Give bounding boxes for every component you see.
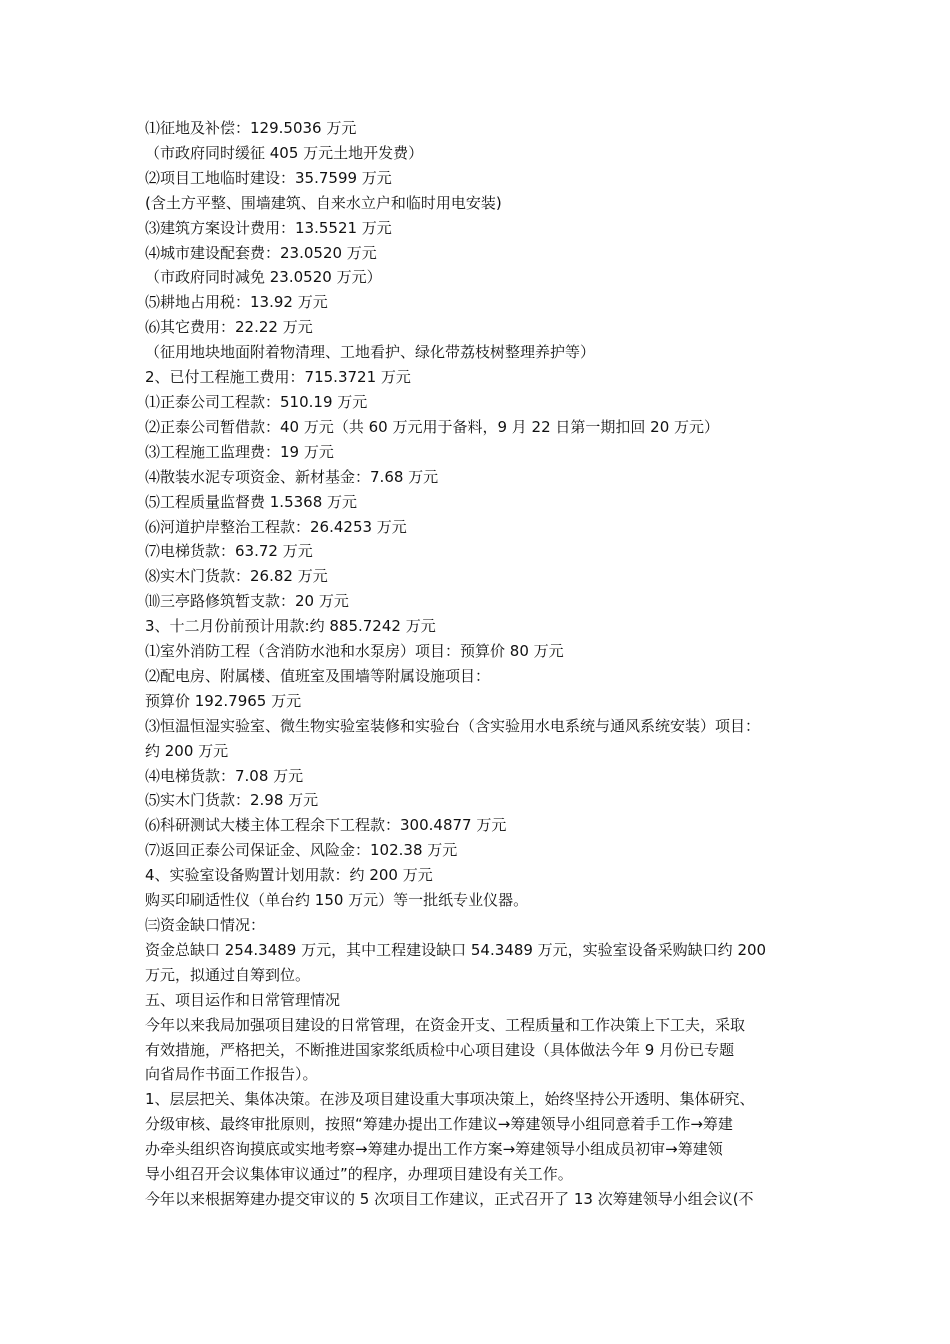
text-line: ⑴征地及补偿：129.5036 万元 — [145, 119, 357, 137]
text-line: ⑶恒温恒湿实验室、微生物实验室装修和实验台（含实验用水电系统与通风系统安装）项目： — [145, 716, 761, 735]
text-line: 约 200 万元 — [145, 741, 229, 760]
text-line: ⑶工程施工监理费：19 万元 — [145, 442, 334, 461]
text-line: ⑺返回正泰公司保证金、风险金：102.38 万元 — [145, 841, 458, 860]
text-line: 办牵头组织咨询摸底或实地考察→筹建办提出工作方案→筹建领导小组成员初审→筹建领 — [145, 1140, 723, 1159]
text-line: 向省局作书面工作报告）。 — [145, 1065, 318, 1084]
text-line: 4、实验室设备购置计划用款：约 200 万元 — [145, 866, 433, 885]
text-line: 导小组召开会议集体审议通过”的程序，办理项目建设有关工作。 — [145, 1165, 573, 1184]
text-line: ⑻实木门货款：26.82 万元 — [145, 567, 328, 586]
text-line: 今年以来根据筹建办提交审议的 5 次项目工作建议，正式召开了 13 次筹建领导小组会议(不 — [145, 1189, 754, 1208]
document-body — [145, 116, 813, 1212]
text-line: （市政府同时缓征 405 万元土地开发费） — [145, 143, 424, 162]
text-line: ⑷电梯货款：7.08 万元 — [145, 766, 304, 785]
text-line: ⑽三亭路修筑暂支款：20 万元 — [145, 592, 349, 611]
text-line: 预算价 192.7965 万元 — [145, 691, 302, 710]
text-line: ⑴室外消防工程（含消防水池和水泵房）项目：预算价 80 万元 — [145, 642, 564, 661]
text-line: 1、层层把关、集体决策。在涉及项目建设重大事项决策上，始终坚持公开透明、集体研究、 — [145, 1090, 755, 1109]
text-line: ⑹河道护岸整治工程款：26.4253 万元 — [145, 517, 407, 536]
text-line: ⑵正泰公司暂借款：40 万元（共 60 万元用于备料，9 月 22 日第一期扣回 20 万元） — [145, 417, 720, 436]
text-line: ⑹科研测试大楼主体工程余下工程款：300.4877 万元 — [145, 816, 507, 835]
text-line: ⑵项目工地临时建设：35.7599 万元 — [145, 168, 392, 187]
text-line: ⑷城市建设配套费：23.0520 万元 — [145, 243, 377, 262]
text-line: ⑶建筑方案设计费用：13.5521 万元 — [145, 218, 392, 237]
text-line: ⑺电梯货款：63.72 万元 — [145, 542, 313, 561]
text-line: ⑴正泰公司工程款：510.19 万元 — [145, 392, 368, 411]
text-line: ⑵配电房、附属楼、值班室及围墙等附属设施项目： — [145, 666, 491, 685]
text-line: 购买印刷适性仪（单台约 150 万元）等一批纸专业仪器。 — [145, 891, 529, 910]
text-line: ⑷散装水泥专项资金、新材基金：7.68 万元 — [145, 467, 439, 486]
text-line: 今年以来我局加强项目建设的日常管理，在资金开支、工程质量和工作决策上下工夫，采取 — [145, 1015, 746, 1034]
text-line: 资金总缺口 254.3489 万元，其中工程建设缺口 54.3489 万元，实验室设备采购缺口约 200 — [145, 940, 767, 959]
text-line: ⑸耕地占用税：13.92 万元 — [145, 293, 328, 312]
text-line: 万元，拟通过自筹到位。 — [145, 965, 311, 984]
text-line: ㈢资金缺口情况： — [145, 916, 266, 934]
text-line: 五、项目运作和日常管理情况 — [145, 990, 341, 1009]
text-line: （市政府同时减免 23.0520 万元） — [145, 268, 382, 287]
text-line: ⑸工程质量监督费 1.5368 万元 — [145, 492, 358, 511]
text-line: 3、十二月份前预计用款:约 885.7242 万元 — [145, 617, 436, 636]
text-line: （征用地块地面附着物清理、工地看护、绿化带荔枝树整理养护等） — [145, 343, 596, 362]
text-line: ⑸实木门货款：2.98 万元 — [145, 791, 319, 810]
text-line: (含土方平整、围墙建筑、自来水立户和临时用电安装) — [145, 193, 502, 212]
text-line: 分级审核、最终审批原则，按照“筹建办提出工作建议→筹建领导小组同意着手工作→筹建 — [145, 1115, 733, 1134]
text-line: 有效措施，严格把关，不断推进国家浆纸质检中心项目建设（具体做法今年 9 月份已专题 — [145, 1040, 735, 1059]
text-line: ⑹其它费用：22.22 万元 — [145, 318, 313, 337]
text-line: 2、已付工程施工费用：715.3721 万元 — [145, 368, 411, 387]
